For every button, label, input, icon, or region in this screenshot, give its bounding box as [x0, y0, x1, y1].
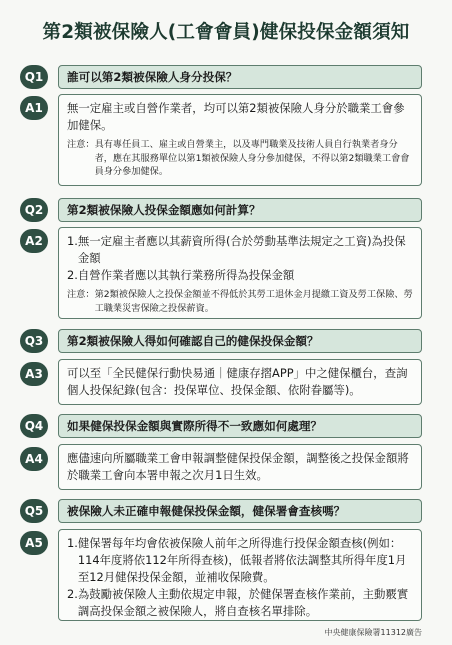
q2-question: 第2類被保險人投保金額應如何計算？	[58, 198, 422, 222]
a2-note-text: 第2類被保險人之投保金額並不得低於其勞工退休金月提繳工資及勞工保險、勞工職業災害保險之投保薪資。	[94, 289, 413, 314]
q4-badge: Q4	[20, 414, 48, 438]
page-title: 第2類被保險人(工會會員)健保投保金額須知	[42, 22, 410, 43]
q1-question: 誰可以第2類被保險人身分投保？	[58, 65, 422, 89]
q4-question: 如果健保投保金額與實際所得不一致應如何處理？	[58, 414, 422, 438]
a3-answer-text: 可以至「全民健保行動快易通｜健康存摺APP」中之健保櫃台，查詢個人投保紀錄(包含：投保單位、投保金額、依附眷屬等)。	[67, 366, 408, 397]
a1-badge: A1	[20, 96, 48, 120]
a2-answer-box	[58, 227, 422, 319]
q3-question: 第2類被保險人得如何確認自己的健保投保金額？	[58, 329, 422, 353]
a2-item-number: 2.	[67, 268, 78, 282]
q3-badge: Q3	[20, 329, 48, 353]
a2-note-label: 注意：	[67, 289, 95, 300]
a1-answer-box	[58, 94, 422, 186]
a5-answer-box	[58, 529, 422, 621]
a2-item	[67, 267, 413, 284]
a5-badge: A5	[20, 531, 48, 555]
a4-answer-box	[58, 444, 422, 490]
q5-badge: Q5	[20, 499, 48, 523]
a3-badge: A3	[20, 362, 48, 386]
a2-item-text: 自營作業者應以其執行業務所得為投保金額	[77, 268, 295, 282]
a1-note-label: 注意：	[67, 139, 95, 150]
a5-item	[67, 535, 413, 586]
a4-badge: A4	[20, 447, 48, 471]
a1-answer-text: 無一定雇主或自營作業者，均可以第2類被保險人身分於職業工會參加健保。	[67, 101, 405, 132]
a5-item	[67, 586, 413, 620]
a1-note-text: 具有專任員工、雇主或自營業主，以及專門職業及技術人員自行執業者身分者，應在其服務單位以第1類被保險人身分參加健保，不得以第2類職業工會會員身分參加健保。	[94, 139, 410, 177]
a2-item	[67, 233, 413, 267]
q2-badge: Q2	[20, 198, 48, 222]
a5-item-text: 健保署每年均會依被保險人前年之所得進行投保金額查核(例如：114年度將依112年所得查核)，低報者將依法調整其所得年度1月至12月健保投保金額，並補收保險費。	[77, 536, 407, 584]
a2-badge: A2	[20, 229, 48, 253]
q1-badge: Q1	[20, 65, 48, 89]
a5-item-number: 2.	[67, 587, 78, 601]
a3-answer-box	[58, 359, 422, 405]
q5-question: 被保險人未正確申報健保投保金額，健保署會查核嗎？	[58, 499, 422, 523]
a5-item-text: 為鼓勵被保險人主動依規定申報，於健保署查核作業前，主動覈實調高投保金額之被保險人，將自查核名單排除。	[77, 587, 409, 618]
a2-item-text: 無一定雇主者應以其薪資所得(合於勞動基準法規定之工資)為投保金額	[77, 234, 406, 265]
a2-note	[67, 288, 413, 315]
footer-credit: 中央健康保險署11312廣告	[324, 628, 422, 637]
a2-item-number: 1.	[67, 234, 78, 248]
a5-item-number: 1.	[67, 536, 78, 550]
a1-note	[67, 138, 413, 179]
a4-answer-text: 應儘速向所屬職業工會申報調整健保投保金額，調整後之投保金額將於職業工會向本署申報之次月1日生效。	[67, 451, 409, 482]
